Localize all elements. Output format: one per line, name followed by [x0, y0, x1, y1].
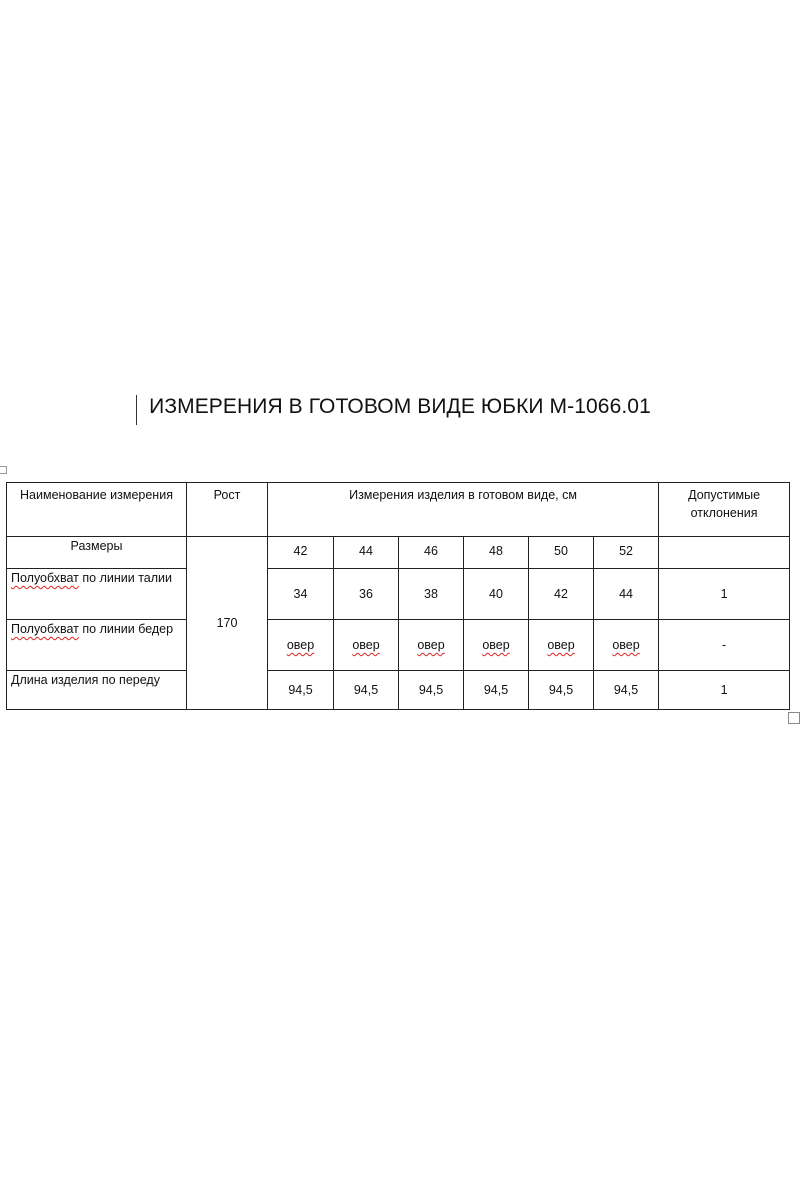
spelling-marked-word: овер: [352, 638, 380, 652]
table-row: [7, 620, 790, 671]
tolerance-cell: 1: [659, 671, 790, 710]
tolerance-cell: -: [659, 620, 790, 671]
sizes-label: Размеры: [7, 537, 187, 569]
spelling-marked-word: овер: [417, 638, 445, 652]
row-label-rest: Длина изделия по переду: [11, 673, 160, 687]
header-tolerance: Допустимые отклонения: [659, 483, 790, 537]
row-label-rest: по линии бедер: [78, 622, 174, 636]
spelling-marked-word: овер: [482, 638, 510, 652]
table-header-row: [7, 483, 790, 537]
row-label: [7, 620, 187, 671]
value-cell: 94,5: [334, 671, 399, 710]
value-cell: 94,5: [464, 671, 529, 710]
table-row: [7, 569, 790, 620]
row-label-rest: по линии талии: [78, 571, 172, 585]
value-cell: [529, 620, 594, 671]
value-cell: 38: [399, 569, 464, 620]
value-cell: 94,5: [399, 671, 464, 710]
value-cell: 94,5: [529, 671, 594, 710]
tolerance-cell: 1: [659, 569, 790, 620]
size-cell: 50: [529, 537, 594, 569]
size-cell: 42: [268, 537, 334, 569]
row-label: [7, 671, 187, 710]
spelling-marked-word: овер: [612, 638, 640, 652]
spelling-marked-word: овер: [286, 638, 315, 652]
size-cell: 44: [334, 537, 399, 569]
spelling-marked-word: Полуобхват: [11, 571, 79, 585]
value-cell: 44: [594, 569, 659, 620]
height-value: 170: [187, 537, 268, 710]
value-cell: 42: [529, 569, 594, 620]
size-cell: 52: [594, 537, 659, 569]
page-title: ИЗМЕРЕНИЯ В ГОТОВОМ ВИДЕ ЮБКИ М-1066.01: [149, 395, 651, 418]
value-cell: [268, 620, 334, 671]
header-name: Наименование измерения: [7, 483, 187, 537]
size-cell: 46: [399, 537, 464, 569]
size-cell: 48: [464, 537, 529, 569]
header-height: Рост: [187, 483, 268, 537]
table-anchor-icon[interactable]: [0, 466, 7, 474]
spelling-marked-word: овер: [547, 638, 575, 652]
sizes-row: [7, 537, 790, 569]
value-cell: 36: [334, 569, 399, 620]
value-cell: [399, 620, 464, 671]
table-row: [7, 671, 790, 710]
measurements-table: [6, 482, 790, 710]
value-cell: 94,5: [594, 671, 659, 710]
spelling-marked-word: Полуобхват: [11, 622, 79, 636]
table-resize-handle[interactable]: [788, 712, 800, 724]
value-cell: 40: [464, 569, 529, 620]
value-cell: 94,5: [268, 671, 334, 710]
value-cell: [464, 620, 529, 671]
value-cell: [334, 620, 399, 671]
row-label: [7, 569, 187, 620]
header-measurements: Измерения изделия в готовом виде, см: [268, 483, 659, 537]
value-cell: [594, 620, 659, 671]
value-cell: 34: [268, 569, 334, 620]
empty-cell: [659, 537, 790, 569]
